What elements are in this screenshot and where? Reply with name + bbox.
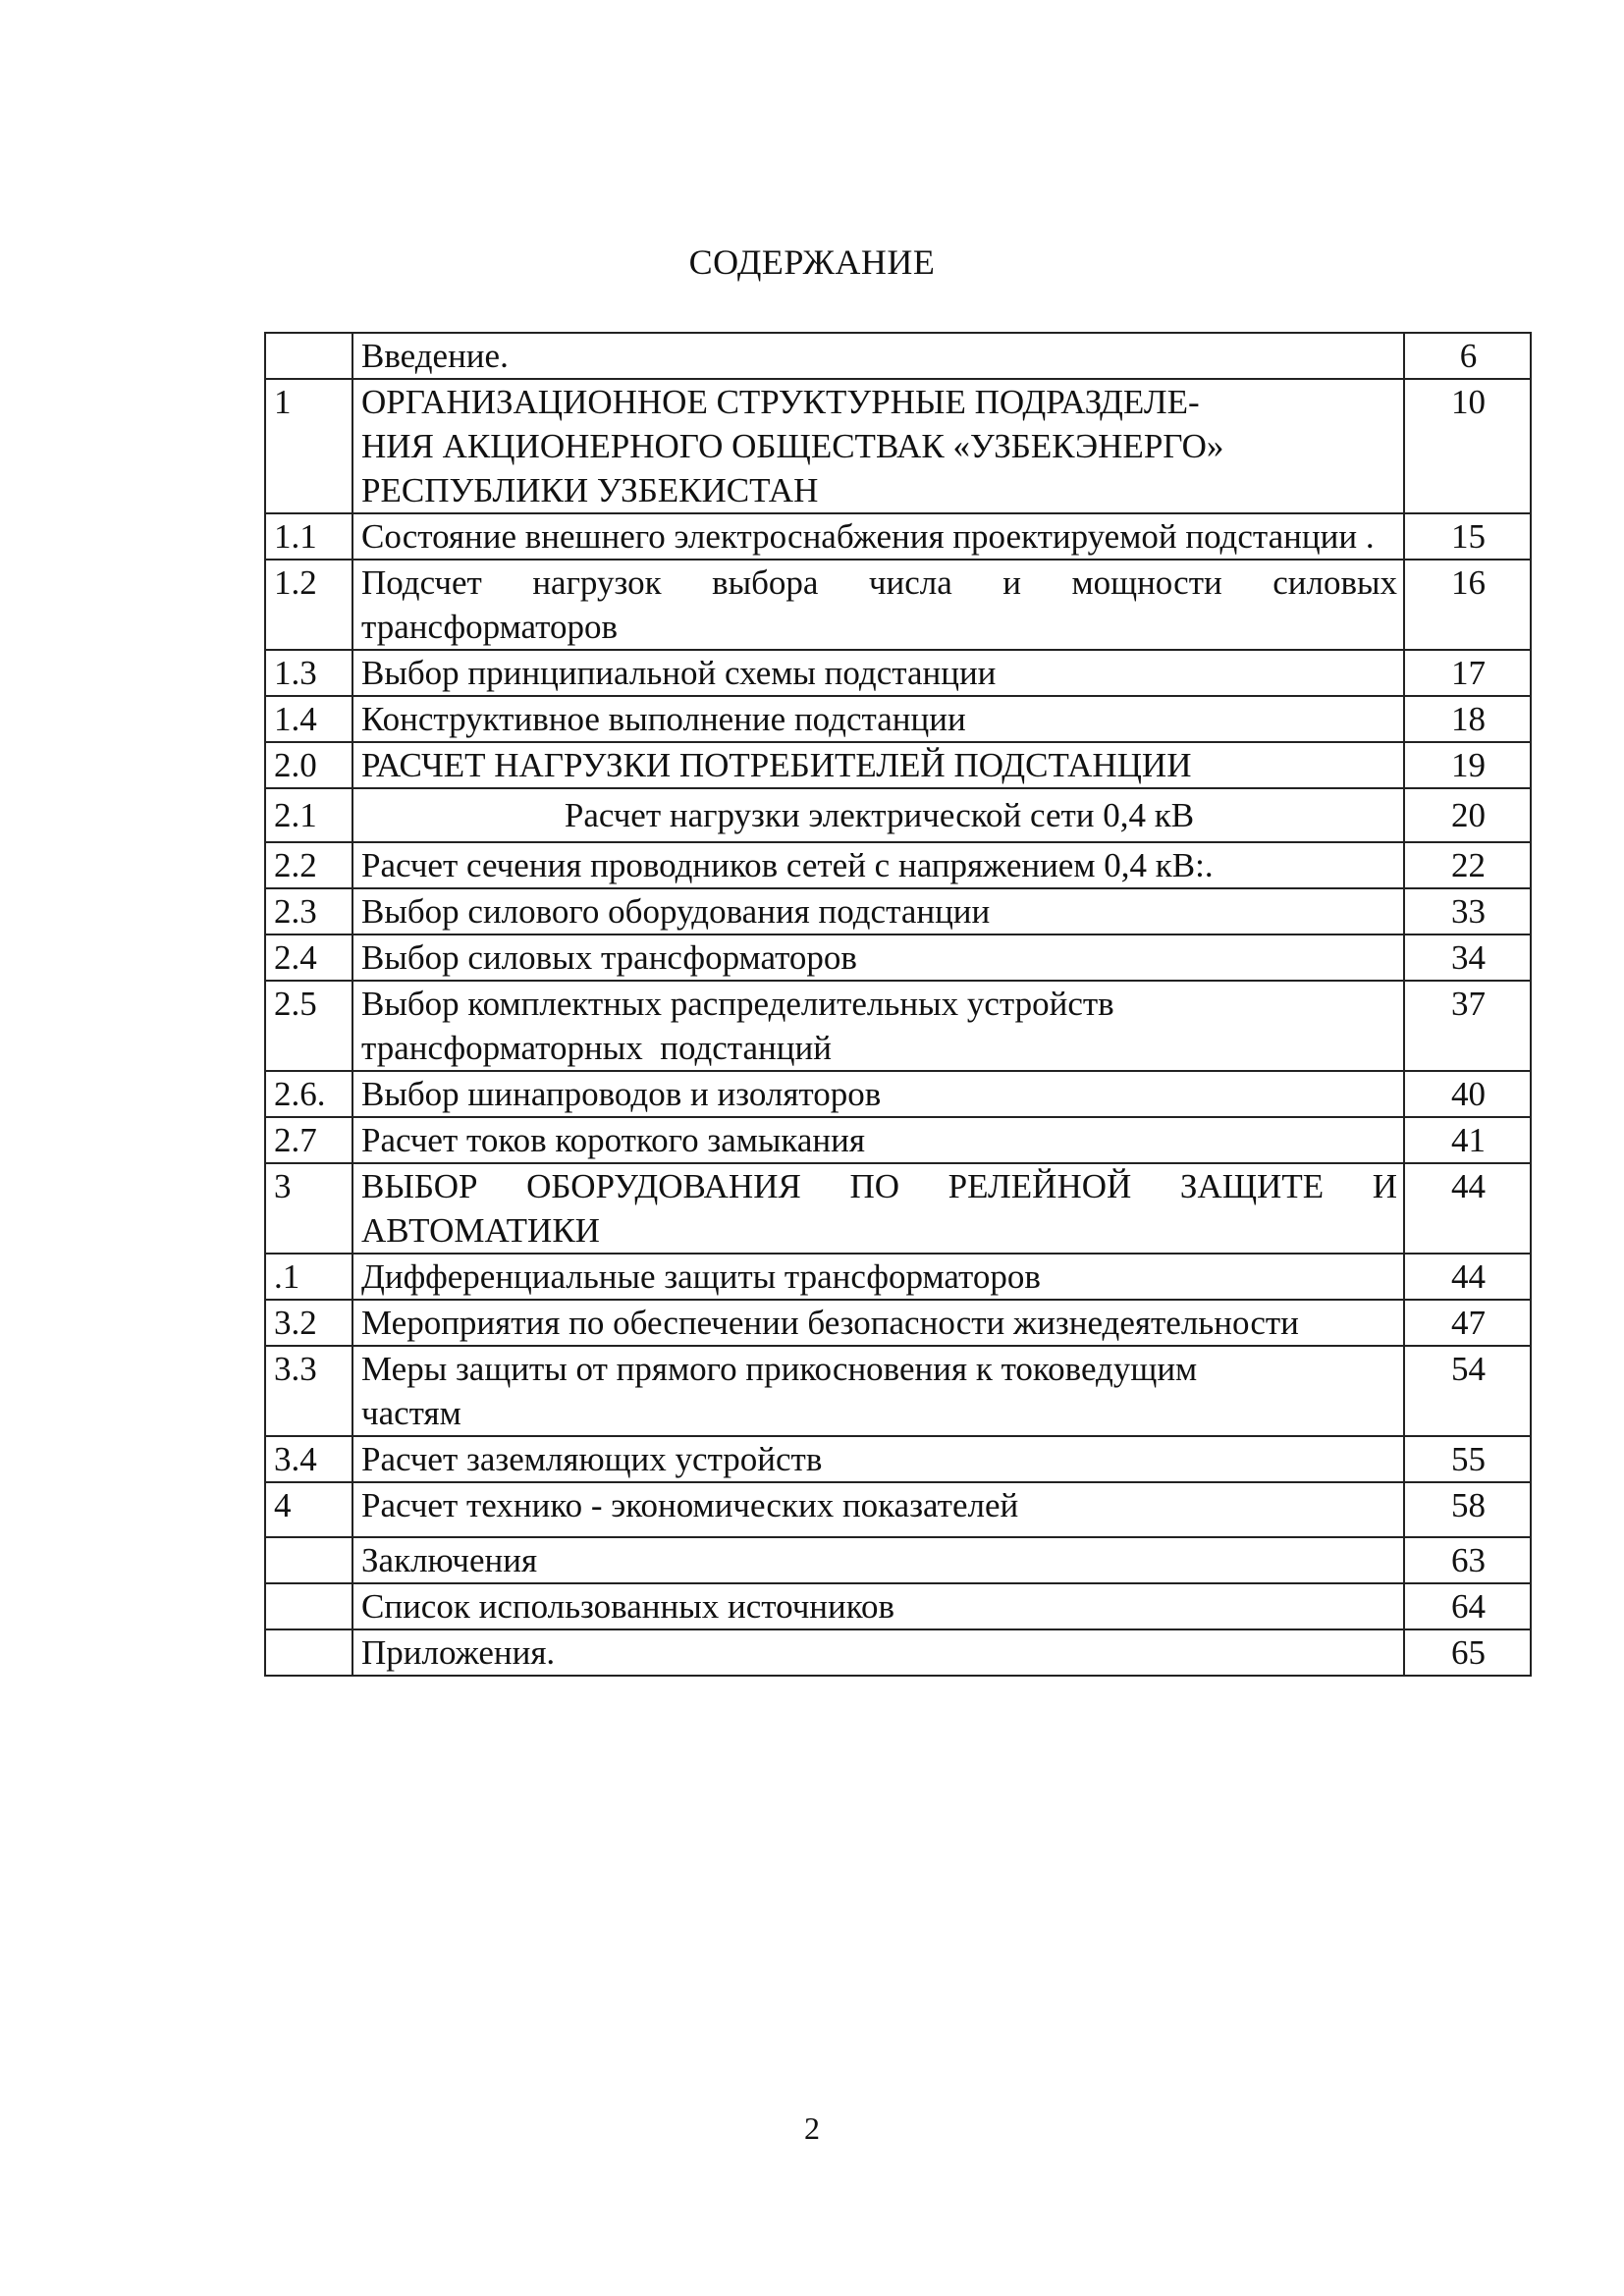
toc-title-part-1: ОРГАНИЗАЦИОННОЕ СТРУКТУРНЫЕ ПОДРАЗДЕЛЕ- bbox=[361, 383, 1200, 421]
toc-number bbox=[265, 1629, 352, 1676]
toc-title bbox=[352, 379, 1404, 513]
toc-row bbox=[265, 842, 1531, 888]
toc-page: 37 bbox=[1404, 981, 1531, 1071]
toc-title-part-3: РЕСПУБЛИКИ УЗБЕКИСТАН bbox=[361, 471, 819, 509]
toc-number: 1.1 bbox=[265, 513, 352, 560]
toc-title: Выбор силовых трансформаторов bbox=[352, 934, 1404, 981]
toc-number bbox=[265, 333, 352, 379]
toc-page: 64 bbox=[1404, 1583, 1531, 1629]
toc-number: 3.4 bbox=[265, 1436, 352, 1482]
toc-row bbox=[265, 1254, 1531, 1300]
toc-row bbox=[265, 696, 1531, 742]
toc-page: 6 bbox=[1404, 333, 1531, 379]
table-of-contents bbox=[264, 332, 1532, 1677]
toc-row bbox=[265, 650, 1531, 696]
toc-page: 44 bbox=[1404, 1163, 1531, 1254]
toc-title: Расчет технико - экономических показателей bbox=[352, 1482, 1404, 1537]
toc-title: Расчет нагрузки электрической сети 0,4 кВ bbox=[352, 788, 1404, 842]
toc-page: 17 bbox=[1404, 650, 1531, 696]
toc-title: Выбор шинапроводов и изоляторов bbox=[352, 1071, 1404, 1117]
toc-page: 19 bbox=[1404, 742, 1531, 788]
toc-title: ВЫБОР ОБОРУДОВАНИЯ ПО РЕЛЕЙНОЙ ЗАЩИТЕ И АВТОМАТИКИ bbox=[352, 1163, 1404, 1254]
toc-number: 2.5 bbox=[265, 981, 352, 1071]
toc-number: 2.3 bbox=[265, 888, 352, 934]
toc-page: 40 bbox=[1404, 1071, 1531, 1117]
toc-title: РАСЧЕТ НАГРУЗКИ ПОТРЕБИТЕЛЕЙ ПОДСТАНЦИИ bbox=[352, 742, 1404, 788]
toc-page: 54 bbox=[1404, 1346, 1531, 1436]
toc-title: Конструктивное выполнение подстанции bbox=[352, 696, 1404, 742]
toc-page: 18 bbox=[1404, 696, 1531, 742]
toc-row bbox=[265, 379, 1531, 513]
toc-number: 3 bbox=[265, 1163, 352, 1254]
toc-title-part-2: НИЯ АКЦИОНЕРНОГО ОБЩЕСТВАК «УЗБЕКЭНЕРГО» bbox=[361, 427, 1224, 465]
toc-row bbox=[265, 934, 1531, 981]
toc-number: 4 bbox=[265, 1482, 352, 1537]
toc-title: Выбор принципиальной схемы подстанции bbox=[352, 650, 1404, 696]
toc-page: 16 bbox=[1404, 560, 1531, 650]
toc-page: 63 bbox=[1404, 1537, 1531, 1583]
toc-title-part-2: трансформаторных подстанций bbox=[361, 1029, 832, 1067]
toc-title: Приложения. bbox=[352, 1629, 1404, 1676]
toc-title-part-2: частям bbox=[361, 1394, 461, 1432]
toc-number bbox=[265, 1583, 352, 1629]
toc-row bbox=[265, 1071, 1531, 1117]
toc-title bbox=[352, 1346, 1404, 1436]
toc-row bbox=[265, 742, 1531, 788]
toc-page: 65 bbox=[1404, 1629, 1531, 1676]
toc-title-part-1: Меры защиты от прямого прикосновения к токоведущим bbox=[361, 1350, 1198, 1388]
toc-page: 44 bbox=[1404, 1254, 1531, 1300]
toc-title: Состояние внешнего электроснабжения проектируемой подстанции . bbox=[352, 513, 1404, 560]
toc-row bbox=[265, 1482, 1531, 1537]
page-number: 2 bbox=[804, 2110, 820, 2146]
toc-number: 2.1 bbox=[265, 788, 352, 842]
toc-row bbox=[265, 1537, 1531, 1583]
toc-page: 20 bbox=[1404, 788, 1531, 842]
toc-number: 1.3 bbox=[265, 650, 352, 696]
toc-number: .1 bbox=[265, 1254, 352, 1300]
toc-number bbox=[265, 1537, 352, 1583]
toc-title: Подсчет нагрузок выбора числа и мощности силовых трансформаторов bbox=[352, 560, 1404, 650]
toc-number: 1.2 bbox=[265, 560, 352, 650]
toc-title: Расчет заземляющих устройств bbox=[352, 1436, 1404, 1482]
toc-row bbox=[265, 981, 1531, 1071]
toc-number: 2.6. bbox=[265, 1071, 352, 1117]
toc-title-part-1: Выбор комплектных распределительных устройств bbox=[361, 985, 1114, 1023]
toc-number: 2.4 bbox=[265, 934, 352, 981]
toc-number: 1 bbox=[265, 379, 352, 513]
toc-row bbox=[265, 1117, 1531, 1163]
toc-row bbox=[265, 1300, 1531, 1346]
toc-page: 58 bbox=[1404, 1482, 1531, 1537]
toc-title: Выбор силового оборудования подстанции bbox=[352, 888, 1404, 934]
toc-row bbox=[265, 1583, 1531, 1629]
toc-title: Расчет сечения проводников сетей с напряжением 0,4 кВ:. bbox=[352, 842, 1404, 888]
toc-title: Заключения bbox=[352, 1537, 1404, 1583]
toc-title: Расчет токов короткого замыкания bbox=[352, 1117, 1404, 1163]
toc-row bbox=[265, 1436, 1531, 1482]
toc-title: Введение. bbox=[352, 333, 1404, 379]
toc-row bbox=[265, 788, 1531, 842]
toc-number: 3.2 bbox=[265, 1300, 352, 1346]
toc-page: 55 bbox=[1404, 1436, 1531, 1482]
toc-row bbox=[265, 1346, 1531, 1436]
toc-title: Список использованных источников bbox=[352, 1583, 1404, 1629]
toc-number: 1.4 bbox=[265, 696, 352, 742]
toc-number: 2.7 bbox=[265, 1117, 352, 1163]
toc-title: Дифференциальные защиты трансформаторов bbox=[352, 1254, 1404, 1300]
toc-title: Мероприятия по обеспечении безопасности жизнедеятельности bbox=[352, 1300, 1404, 1346]
toc-page: 41 bbox=[1404, 1117, 1531, 1163]
toc-number: 3.3 bbox=[265, 1346, 352, 1436]
toc-row bbox=[265, 1163, 1531, 1254]
toc-page: 10 bbox=[1404, 379, 1531, 513]
toc-title bbox=[352, 981, 1404, 1071]
page-title: СОДЕРЖАНИЕ bbox=[688, 242, 936, 282]
toc-page: 15 bbox=[1404, 513, 1531, 560]
toc-row bbox=[265, 560, 1531, 650]
toc-row bbox=[265, 1629, 1531, 1676]
toc-page: 47 bbox=[1404, 1300, 1531, 1346]
toc-number: 2.0 bbox=[265, 742, 352, 788]
toc-page: 34 bbox=[1404, 934, 1531, 981]
toc-row bbox=[265, 333, 1531, 379]
toc-page: 33 bbox=[1404, 888, 1531, 934]
toc-number: 2.2 bbox=[265, 842, 352, 888]
toc-row bbox=[265, 888, 1531, 934]
toc-row bbox=[265, 513, 1531, 560]
toc-page: 22 bbox=[1404, 842, 1531, 888]
